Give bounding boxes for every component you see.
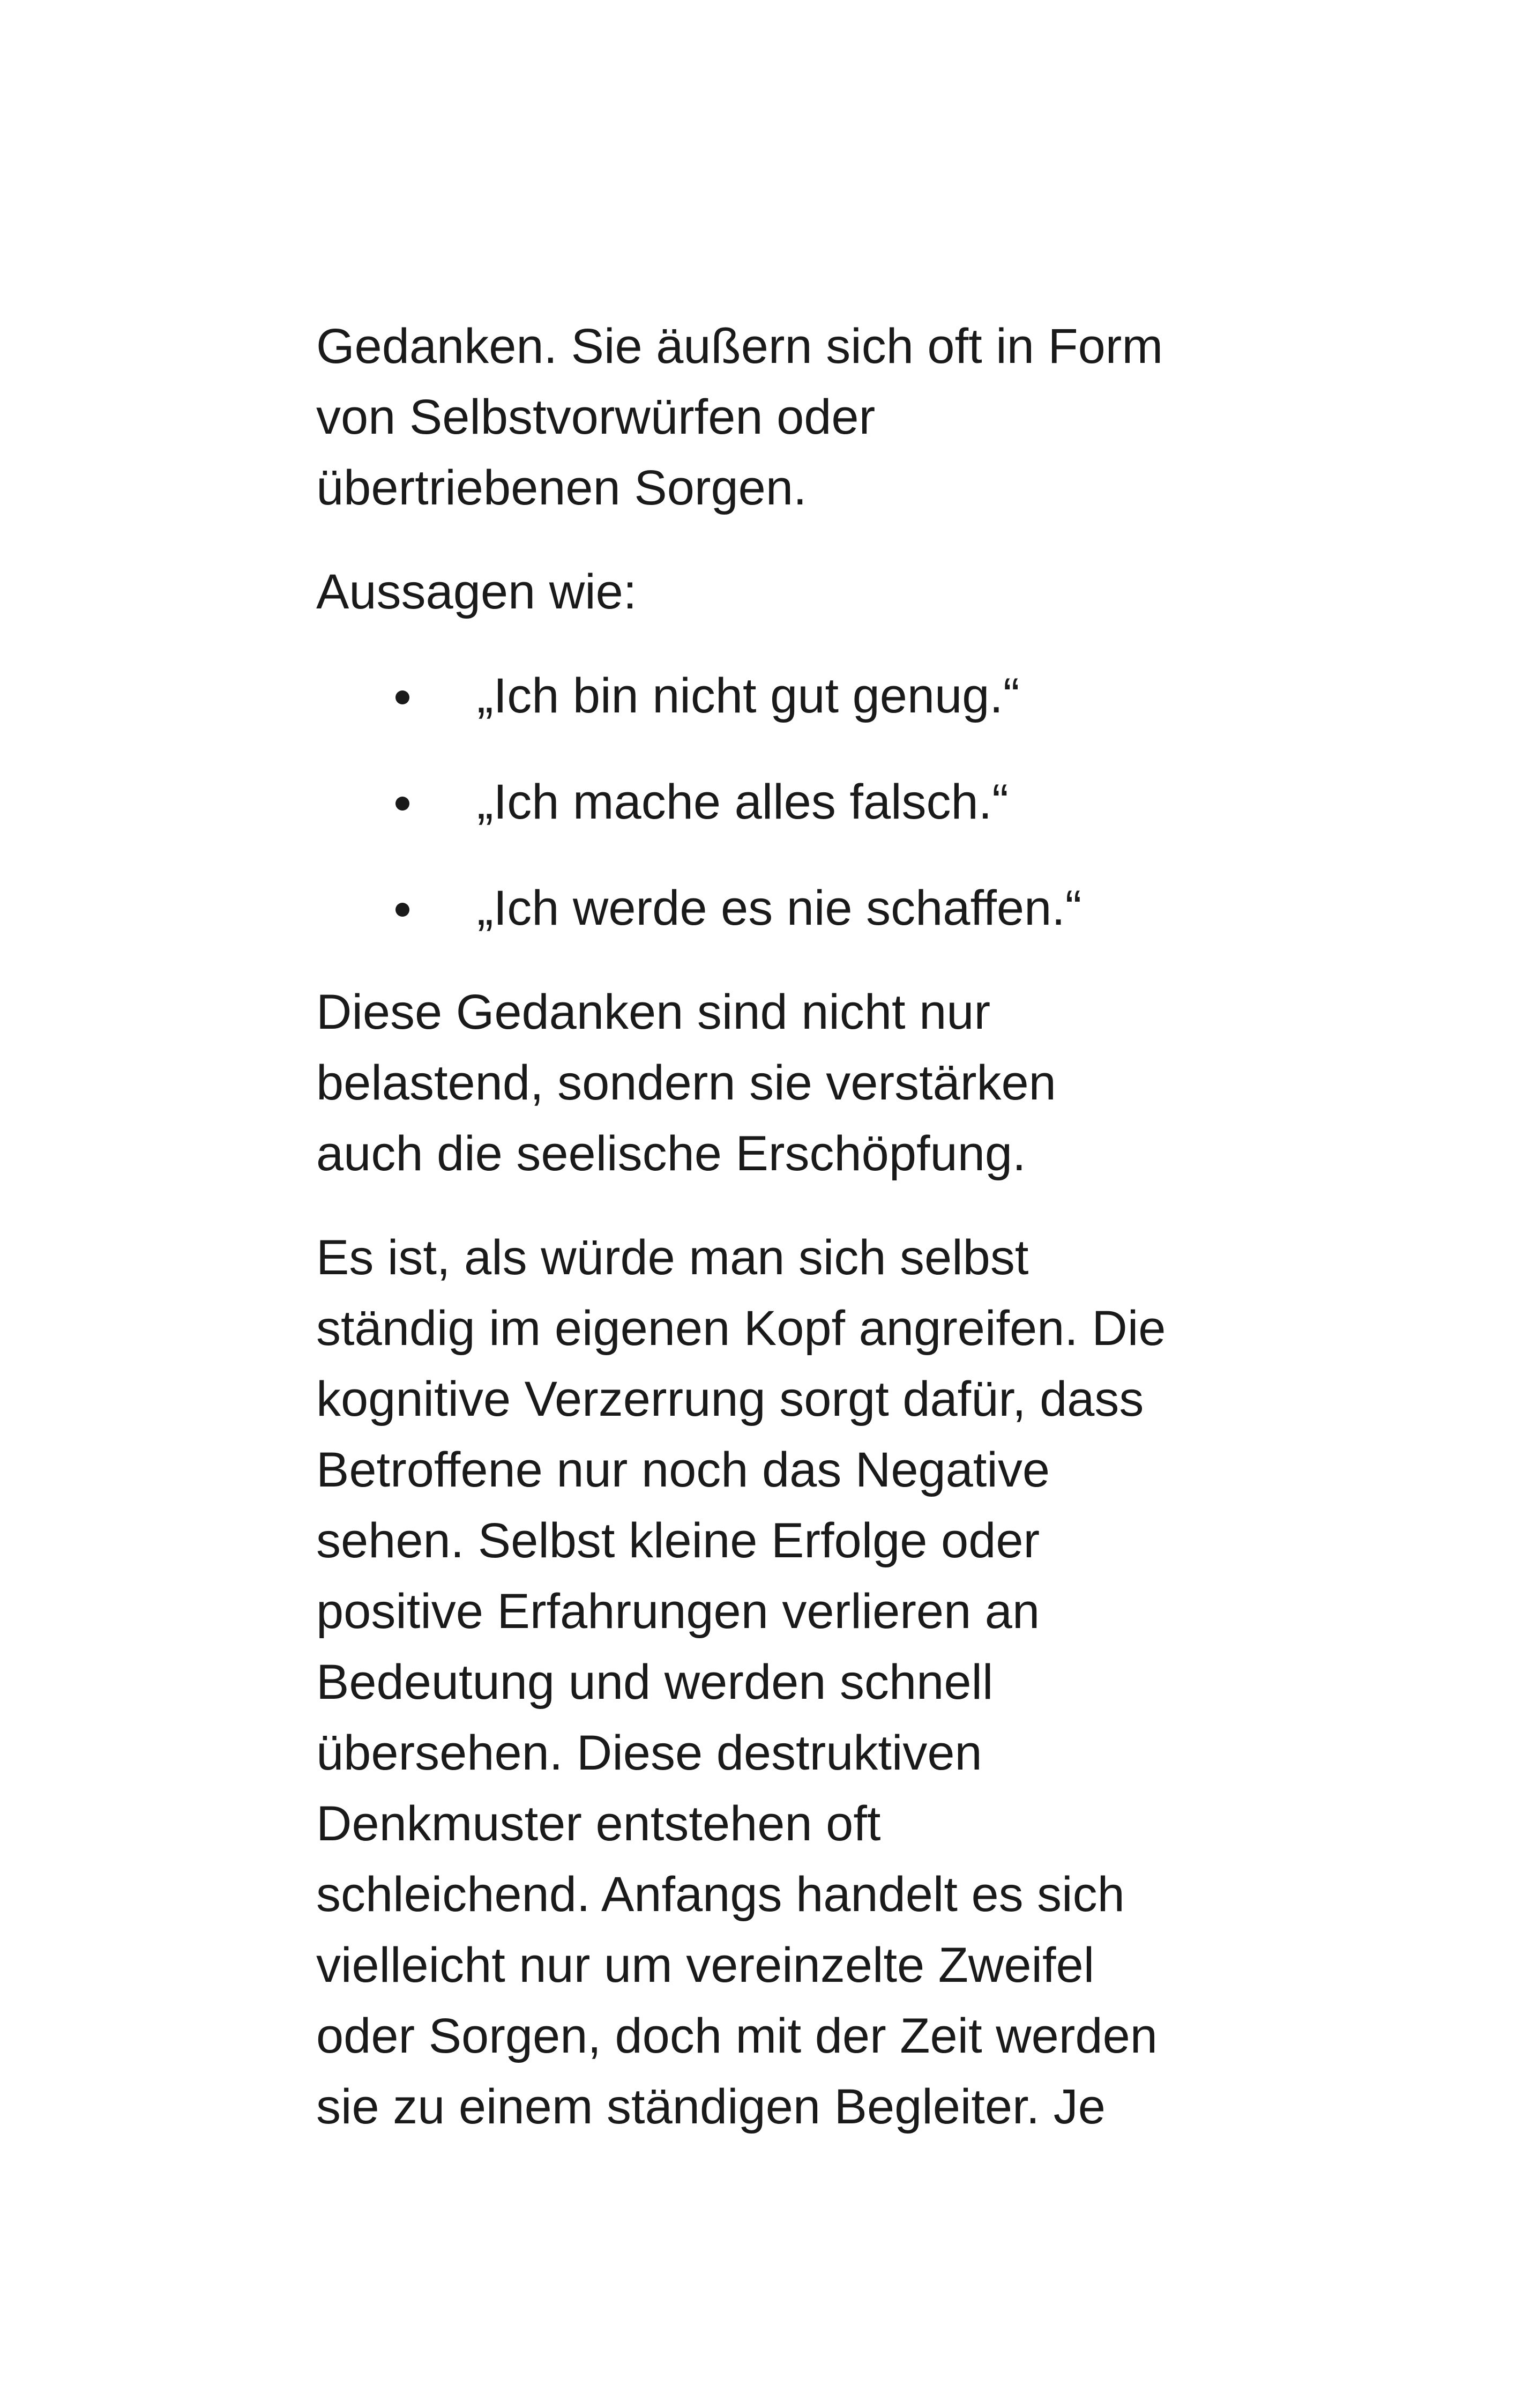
text-line: schleichend. Anfangs handelt es sich [316,1867,1125,1922]
text-line: sie zu einem ständigen Begleiter. Je [316,2079,1106,2134]
text-line: Diese Gedanken sind nicht nur [316,985,991,1039]
paragraph-2 [316,556,1227,627]
list-item-text: „Ich bin nicht gut genug.“ [477,668,1020,723]
list-item [316,767,1227,837]
text-line: kognitive Verzerrung sorgt dafür, dass [316,1372,1144,1426]
bullet-icon [395,690,409,704]
list-item-text: „Ich werde es nie schaffen.“ [477,881,1082,935]
text-line: Es ist, als würde man sich selbst [316,1230,1029,1285]
text-line: sehen. Selbst kleine Erfolge oder [316,1513,1040,1568]
bullet-list [316,660,1227,943]
text-line: übertriebenen Sorgen. [316,460,807,515]
list-item [316,660,1227,731]
text-line: Aussagen wie: [316,564,637,619]
text-line: Bedeutung und werden schnell [316,1655,994,1710]
text-line: belastend, sondern sie verstärken [316,1056,1056,1110]
paragraph-3 [316,977,1227,1189]
text-line: oder Sorgen, doch mit der Zeit werden [316,2009,1158,2063]
paragraph-4 [316,1222,1227,2142]
text-line: vielleicht nur um vereinzelte Zweifel [316,1938,1095,1993]
list-item [316,873,1227,943]
text-line: ständig im eigenen Kopf angreifen. Die [316,1301,1166,1356]
text-line: positive Erfahrungen verlieren an [316,1584,1040,1639]
bullet-icon [395,797,409,811]
bullet-icon [395,903,409,917]
text-line: übersehen. Diese destruktiven [316,1726,982,1780]
text-line: auch die seelische Erschöpfung. [316,1126,1026,1181]
paragraph-1 [316,311,1227,523]
body-text [316,311,1227,2142]
text-line: Betroffene nur noch das Negative [316,1443,1050,1497]
text-line: Gedanken. Sie äußern sich oft in Form [316,319,1163,374]
list-item-text: „Ich mache alles falsch.“ [477,775,1009,829]
text-line: von Selbstvorwürfen oder [316,390,876,444]
text-line: Denkmuster entstehen oft [316,1796,881,1851]
